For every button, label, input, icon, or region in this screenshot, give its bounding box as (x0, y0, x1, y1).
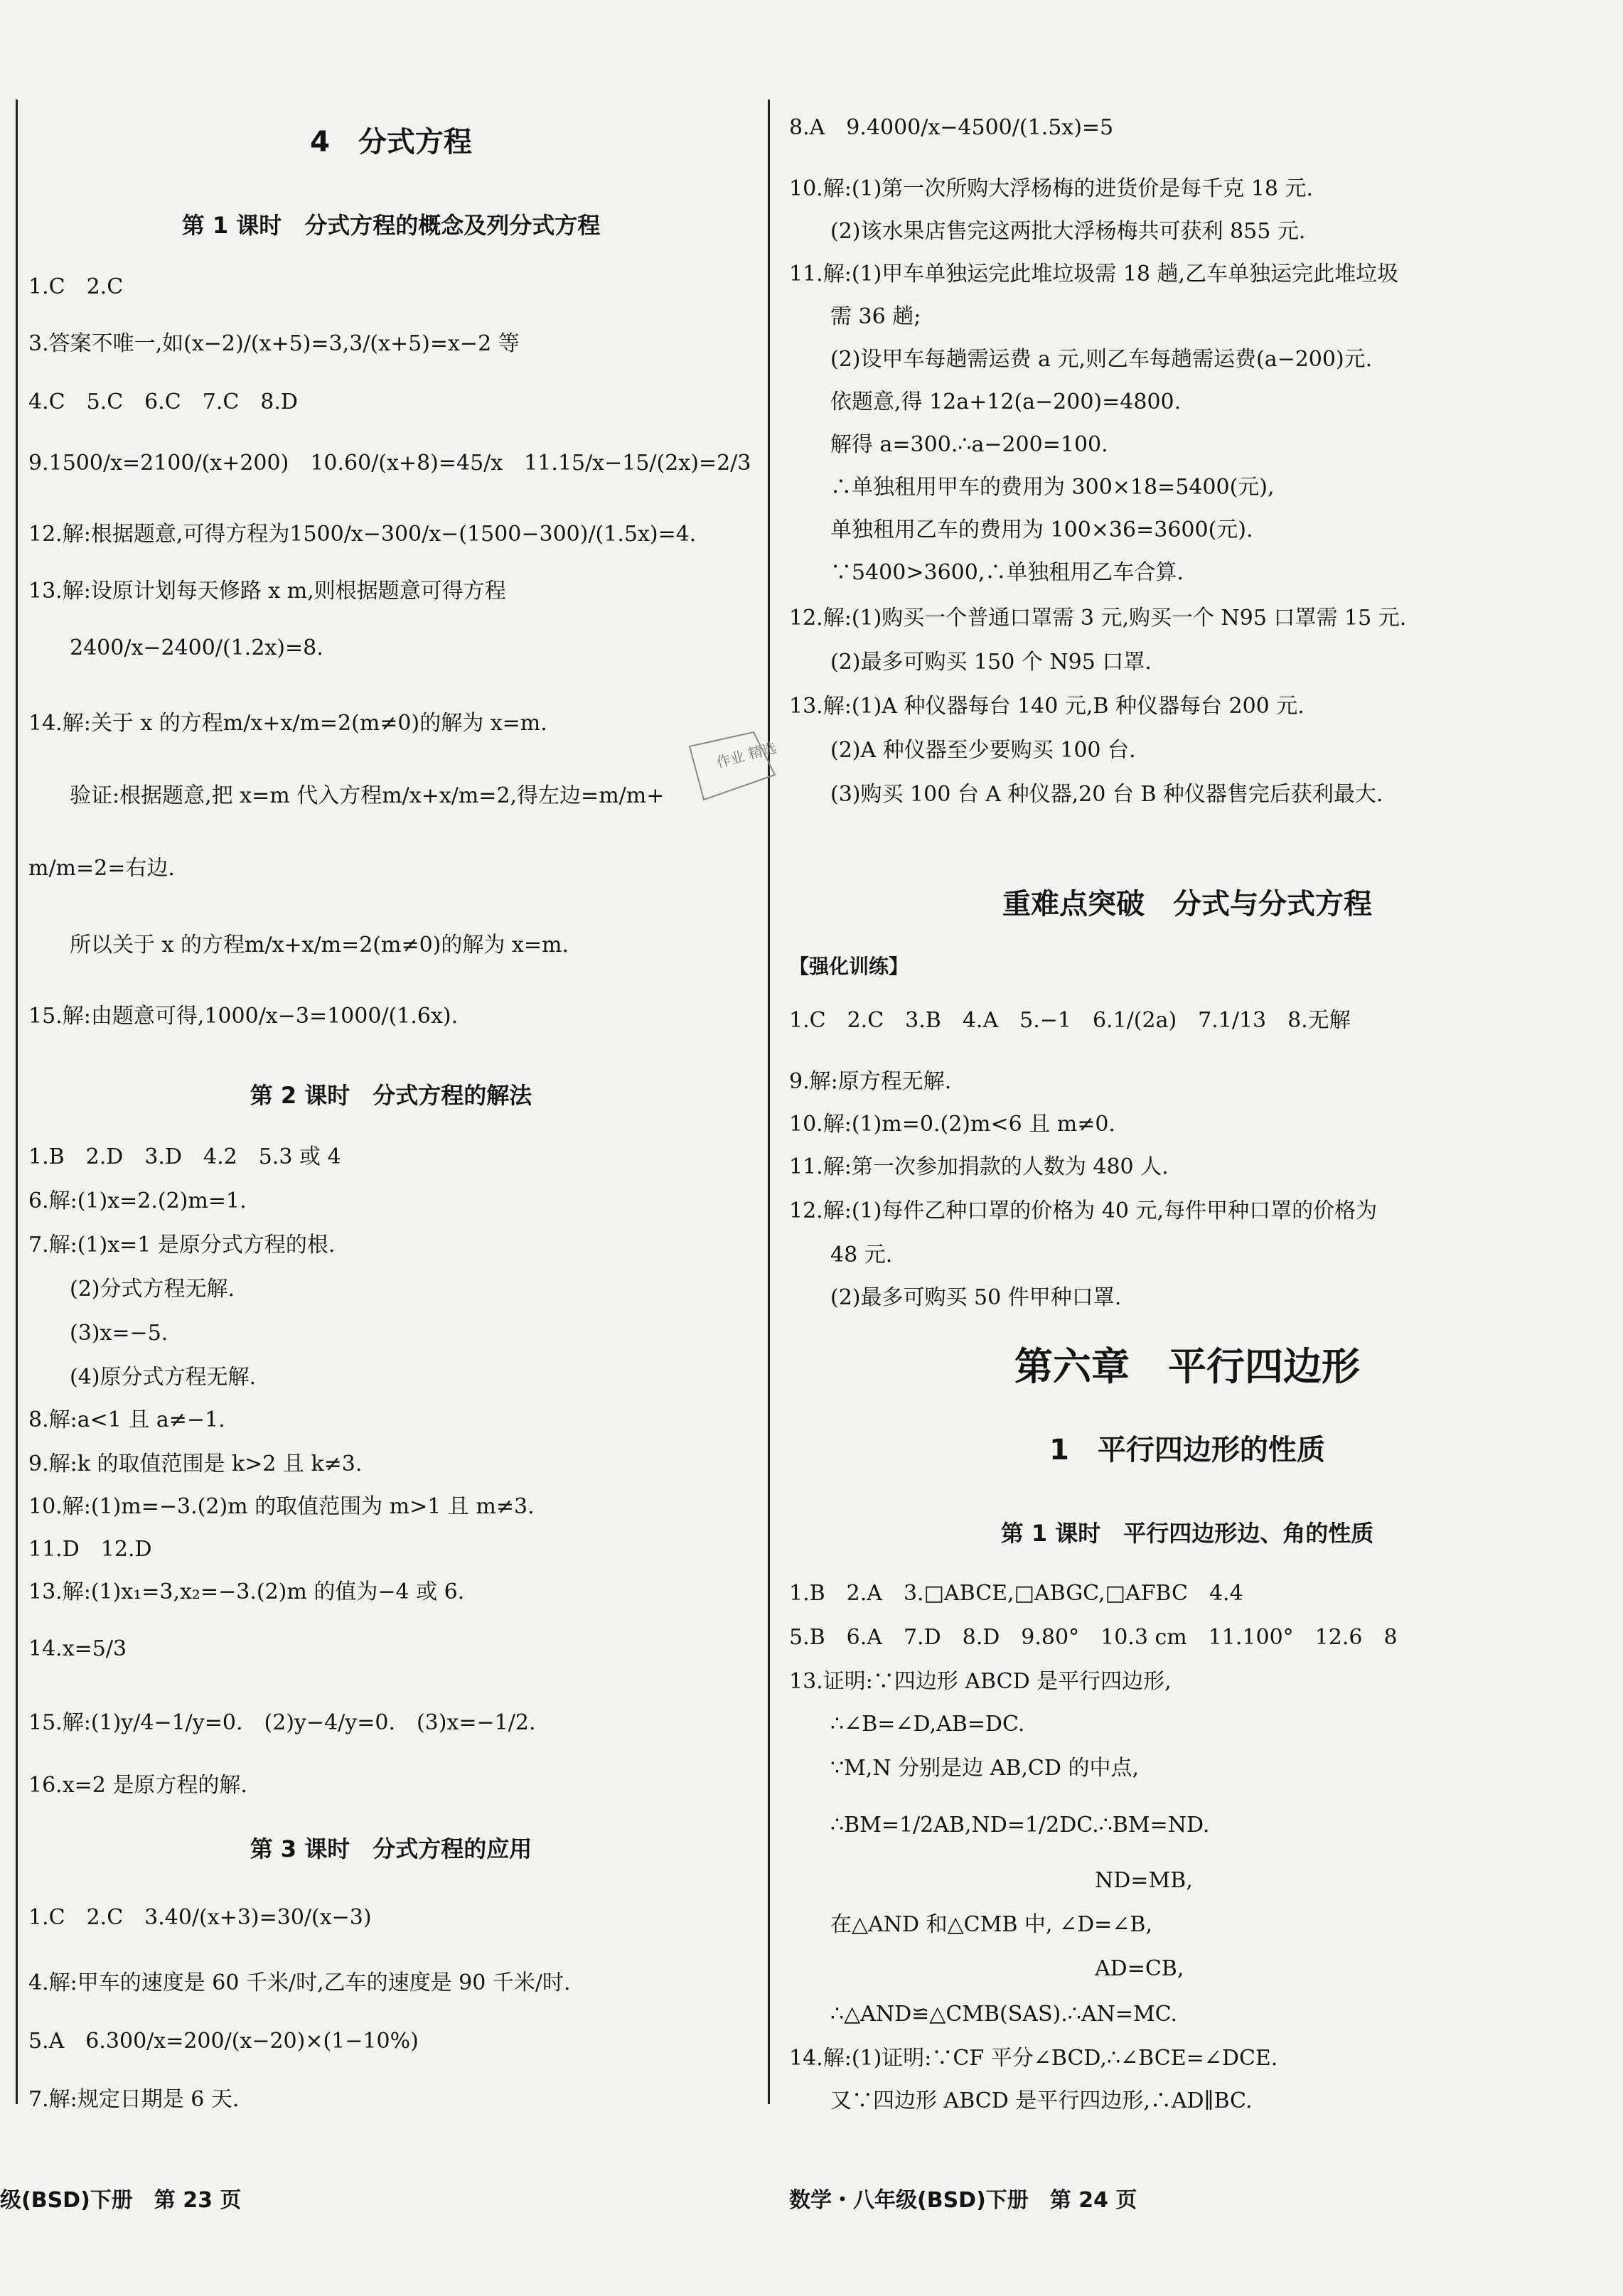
answer-line: 1.B 2.A 3.□ABCE,□ABGC,□AFBC 4.4 (789, 1581, 1243, 1606)
column-divider (768, 100, 770, 2104)
answer-line: 1.C 2.C (28, 274, 124, 299)
answer-line: 依题意,得 12a+12(a−200)=4800. (830, 390, 1182, 414)
answer-line: 单独租用乙车的费用为 100×36=3600(元). (830, 517, 1253, 542)
answer-line: 14.x=5/3 (28, 1636, 127, 1661)
answer-line: (2)设甲车每趟需运费 a 元,则乙车每趟需运费(a−200)元. (830, 347, 1373, 372)
answer-line: 16.x=2 是原方程的解. (28, 1773, 247, 1798)
training-tag: 【强化训练】 (789, 955, 909, 978)
answer-line: 又∵四边形 ABCD 是平行四边形,∴AD∥BC. (830, 2088, 1253, 2113)
answer-line: 4.C 5.C 6.C 7.C 8.D (28, 390, 298, 414)
answer-line: 9.解:k 的取值范围是 k>2 且 k≠3. (28, 1452, 363, 1476)
answer-line: 所以关于 x 的方程m/x+x/m=2(m≠0)的解为 x=m. (70, 933, 569, 957)
section-title: 重难点突破 分式与分式方程 (1002, 888, 1372, 921)
answer-line: 10.解:(1)m=−3.(2)m 的取值范围为 m>1 且 m≠3. (28, 1494, 535, 1519)
chapter-title: 第六章 平行四边形 (1014, 1344, 1360, 1389)
answer-line: 11.D 12.D (28, 1537, 152, 1562)
lesson-title: 第 1 课时 平行四边形边、角的性质 (1000, 1520, 1374, 1547)
section-title: 4 分式方程 (310, 126, 472, 159)
answer-line: 5.A 6.300/x=200/(x−20)×(1−10%) (28, 2029, 419, 2054)
lesson-title: 第 3 课时 分式方程的应用 (250, 1835, 532, 1862)
answer-line: ∴△AND≌△CMB(SAS).∴AN=MC. (830, 2002, 1178, 2027)
answer-line: 12.解:(1)购买一个普通口罩需 3 元,购买一个 N95 口罩需 15 元. (789, 606, 1407, 631)
answer-line: 13.解:(1)A 种仪器每台 140 元,B 种仪器每台 200 元. (789, 694, 1305, 719)
section-title: 1 平行四边形的性质 (1049, 1434, 1325, 1466)
answer-line: 7.解:规定日期是 6 天. (28, 2087, 240, 2112)
answer-line: (4)原分式方程无解. (70, 1365, 257, 1390)
answer-line: 15.解:由题意可得,1000/x−3=1000/(1.6x). (28, 1004, 459, 1029)
left-margin-rule (16, 100, 18, 2104)
lesson-title: 第 1 课时 分式方程的概念及列分式方程 (181, 212, 601, 239)
answer-line: 6.解:(1)x=2.(2)m=1. (28, 1189, 247, 1213)
answer-line: 7.解:(1)x=1 是原分式方程的根. (28, 1233, 336, 1257)
page-footer-right: 数学・八年级(BSD)下册 第 24 页 (789, 2188, 1137, 2213)
answer-line: ∴∠B=∠D,AB=DC. (830, 1712, 1025, 1737)
watermark-stamp (675, 725, 782, 810)
answer-line: AD=CB, (1095, 1956, 1184, 1981)
answer-line: (2)该水果店售完这两批大浮杨梅共可获利 855 元. (830, 219, 1306, 244)
answer-line: 1.C 2.C 3.B 4.A 5.−1 6.1/(2a) 7.1/13 8.无解 (789, 1008, 1351, 1033)
answer-line: 4.解:甲车的速度是 60 千米/时,乙车的速度是 90 千米/时. (28, 1970, 571, 1995)
answer-line: (3)x=−5. (70, 1321, 168, 1346)
answer-line: (3)购买 100 台 A 种仪器,20 台 B 种仪器售完后获利最大. (830, 782, 1383, 807)
answer-line: 2400/x−2400/(1.2x)=8. (70, 635, 323, 660)
answer-line: ND=MB, (1095, 1868, 1193, 1893)
answer-line: 15.解:(1)y/4−1/y=0. (2)y−4/y=0. (3)x=−1/2. (28, 1710, 536, 1735)
answer-line: ∴单独租用甲车的费用为 300×18=5400(元), (830, 475, 1275, 500)
answer-line: 3.答案不唯一,如(x−2)/(x+5)=3,3/(x+5)=x−2 等 (28, 331, 520, 356)
answer-line: 1.B 2.D 3.D 4.2 5.3 或 4 (28, 1144, 341, 1169)
answer-line: ∵5400>3600,∴单独租用乙车合算. (830, 560, 1184, 585)
answer-line: 1.C 2.C 3.40/(x+3)=30/(x−3) (28, 1905, 372, 1930)
answer-line: 验证:根据题意,把 x=m 代入方程m/x+x/m=2,得左边=m/m+ (70, 783, 665, 808)
answer-line: 8.解:a<1 且 a≠−1. (28, 1407, 225, 1432)
answer-line: 10.解:(1)第一次所购大浮杨梅的进货价是每千克 18 元. (789, 176, 1314, 201)
answer-line: (2)A 种仪器至少要购买 100 台. (830, 738, 1136, 763)
answer-line: 11.解:(1)甲车单独运完此堆垃圾需 18 趟,乙车单独运完此堆垃圾 (789, 262, 1399, 286)
answer-line: 10.解:(1)m=0.(2)m<6 且 m≠0. (789, 1112, 1115, 1137)
answer-line: 14.解:关于 x 的方程m/x+x/m=2(m≠0)的解为 x=m. (28, 711, 547, 736)
answer-line: 13.解:(1)x₁=3,x₂=−3.(2)m 的值为−4 或 6. (28, 1579, 465, 1604)
answer-line: (2)分式方程无解. (70, 1277, 235, 1302)
answer-line: 12.解:根据题意,可得方程为1500/x−300/x−(1500−300)/(1.5x)=4. (28, 522, 697, 547)
answer-line: 在△AND 和△CMB 中, ∠D=∠B, (830, 1912, 1153, 1937)
answer-line: 13.证明:∵四边形 ABCD 是平行四边形, (789, 1669, 1172, 1694)
lesson-title: 第 2 课时 分式方程的解法 (250, 1082, 532, 1109)
answer-line: 9.1500/x=2100/(x+200) 10.60/(x+8)=45/x 11.15/x−15/(2x)=2/3 (28, 451, 751, 476)
answer-line: (2)最多可购买 50 件甲种口罩. (830, 1285, 1122, 1310)
answer-line: 5.B 6.A 7.D 8.D 9.80° 10.3 cm 11.100° 12.6 8 (789, 1625, 1398, 1650)
answer-line: 13.解:设原计划每天修路 x m,则根据题意可得方程 (28, 579, 506, 603)
answer-line: (2)最多可购买 150 个 N95 口罩. (830, 650, 1152, 675)
answer-line: 12.解:(1)每件乙种口罩的价格为 40 元,每件甲种口罩的价格为 (789, 1198, 1378, 1223)
answer-line: 11.解:第一次参加捐款的人数为 480 人. (789, 1154, 1169, 1179)
answer-line: 需 36 趟; (830, 304, 921, 329)
answer-line: 48 元. (830, 1243, 893, 1267)
stamp-text: 作业 精选 (714, 739, 778, 771)
answer-line: 14.解:(1)证明:∵CF 平分∠BCD,∴∠BCE=∠DCE. (789, 2046, 1278, 2071)
page-footer-left: 级(BSD)下册 第 23 页 (0, 2188, 242, 2213)
answer-line: 8.A 9.4000/x−4500/(1.5x)=5 (789, 115, 1114, 140)
answer-line: ∴BM=1/2AB,ND=1/2DC.∴BM=ND. (830, 1813, 1210, 1838)
answer-line: ∵M,N 分别是边 AB,CD 的中点, (830, 1756, 1139, 1781)
answer-line: 9.解:原方程无解. (789, 1069, 952, 1094)
answer-line: 解得 a=300.∴a−200=100. (830, 432, 1108, 457)
answer-line: m/m=2=右边. (28, 856, 175, 881)
